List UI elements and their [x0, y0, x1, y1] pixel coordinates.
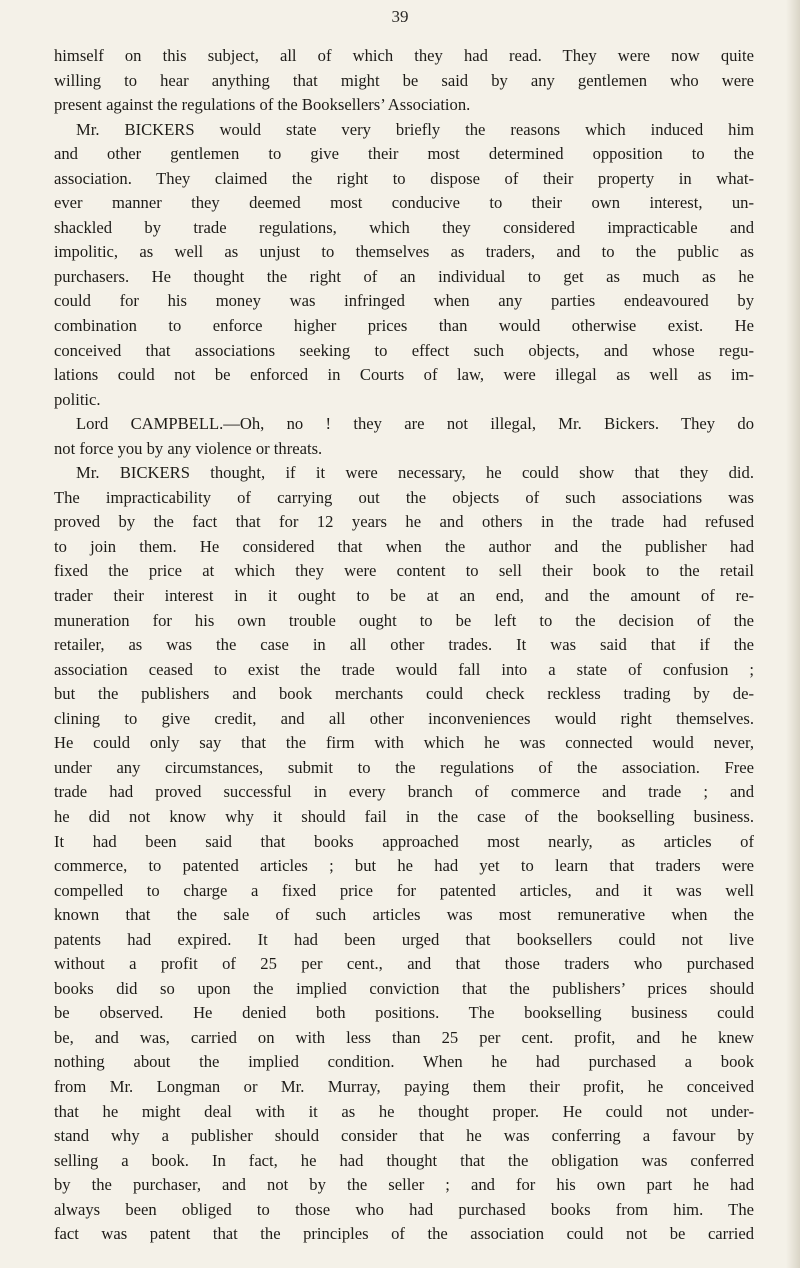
text-line: by the purchaser, and not by the seller ; and for his own part he had: [54, 1175, 754, 1195]
text-line: conceived that associations seeking to effect such objects, and whose regu-: [54, 340, 754, 360]
page-number: 39: [391, 7, 409, 26]
text-line: willing to hear anything that might be said by any gentlemen who were: [54, 70, 754, 90]
text-line: politic.: [54, 389, 101, 409]
text-line: to join them. He considered that when the author and the publisher had: [54, 536, 754, 556]
text-line: ever manner they deemed most conducive to their own interest, un-: [54, 193, 754, 213]
text-line: trader their interest in it ought to be at an end, and the amount of re-: [54, 586, 754, 606]
text-line: he did not know why it should fail in the case of the bookselling business.: [54, 806, 754, 826]
text-line: commerce, to patented articles ; but he had yet to learn that traders were: [54, 856, 754, 876]
text-line: He could only say that the firm with which he was connected would never,: [54, 733, 754, 753]
text-line: Lord CAMPBELL.—Oh, no ! they are not illegal, Mr. Bickers. They do: [76, 414, 754, 434]
text-line: patents had expired. It had been urged that booksellers could not live: [54, 929, 754, 949]
text-line: under any circumstances, submit to the regulations of the association. Free: [54, 757, 754, 777]
text-line: that he might deal with it as he thought proper. He could not under-: [54, 1101, 754, 1121]
text-line: always been obliged to those who had purchased books from him. The: [54, 1199, 754, 1219]
text-line: The impracticability of carrying out the objects of such associations was: [54, 487, 754, 507]
text-line: stand why a publisher should consider that he was conferring a favour by: [54, 1126, 754, 1146]
text-line: impolitic, as well as unjust to themselves as traders, and to the public as: [54, 242, 754, 262]
text-line: fixed the price at which they were content to sell their book to the retail: [54, 561, 754, 581]
text-line: selling a book. In fact, he had thought that the obligation was conferred: [54, 1150, 754, 1170]
text-line: without a profit of 25 per cent., and that those traders who purchased: [54, 954, 754, 974]
text-line: be observed. He denied both positions. The bookselling business could: [54, 1003, 754, 1023]
text-line: but the publishers and book merchants could check reckless trading by de-: [54, 684, 754, 704]
text-line: books did so upon the implied conviction that the publishers’ prices should: [54, 978, 754, 998]
text-line: lations could not be enforced in Courts of law, were illegal as well as im-: [54, 365, 754, 385]
text-line: known that the sale of such articles was most remunerative when the: [54, 905, 754, 925]
text-line: shackled by trade regulations, which they considered impracticable and: [54, 217, 754, 237]
text-line: not force you by any violence or threats.: [54, 438, 323, 458]
text-line: clining to give credit, and all other inconveniences would right themselves.: [54, 708, 754, 728]
text-line: Mr. BICKERS thought, if it were necessary, he could show that they did.: [76, 463, 754, 483]
text-line: present against the regulations of the Booksellers’ Association.: [54, 95, 471, 115]
text-line: nothing about the implied condition. When he had purchased a book: [54, 1052, 754, 1072]
text-line: retailer, as was the case in all other trades. It was said that if the: [54, 635, 754, 655]
text-line: fact was patent that the principles of the association could not be carried: [54, 1224, 754, 1244]
text-line: Mr. BICKERS would state very briefly the reasons which induced him: [76, 119, 754, 139]
text-line: muneration for his own trouble ought to be left to the decision of the: [54, 610, 754, 630]
text-line: compelled to charge a fixed price for patented articles, and it was well: [54, 880, 754, 900]
text-line: association ceased to exist the trade would fall into a state of confusion ;: [54, 659, 754, 679]
text-line: be, and was, carried on with less than 25 per cent. profit, and he knew: [54, 1027, 754, 1047]
text-line: purchasers. He thought the right of an individual to get as much as he: [54, 266, 754, 286]
body-text: [54, 44, 754, 1247]
text-line: combination to enforce higher prices than would otherwise exist. He: [54, 316, 754, 336]
text-line: association. They claimed the right to dispose of their property in what-: [54, 168, 754, 188]
text-line: It had been said that books approached most nearly, as articles of: [54, 831, 754, 851]
text-line: and other gentlemen to give their most determined opposition to the: [54, 144, 754, 164]
text-line: from Mr. Longman or Mr. Murray, paying them their profit, he conceived: [54, 1076, 754, 1096]
text-line: trade had proved successful in every branch of commerce and trade ; and: [54, 782, 754, 802]
text-line: could for his money was infringed when any parties endeavoured by: [54, 291, 754, 311]
page-edge-shadow: [786, 0, 800, 1268]
text-line: proved by the fact that for 12 years he and others in the trade had refused: [54, 512, 754, 532]
text-line: himself on this subject, all of which they had read. They were now quite: [54, 46, 754, 65]
